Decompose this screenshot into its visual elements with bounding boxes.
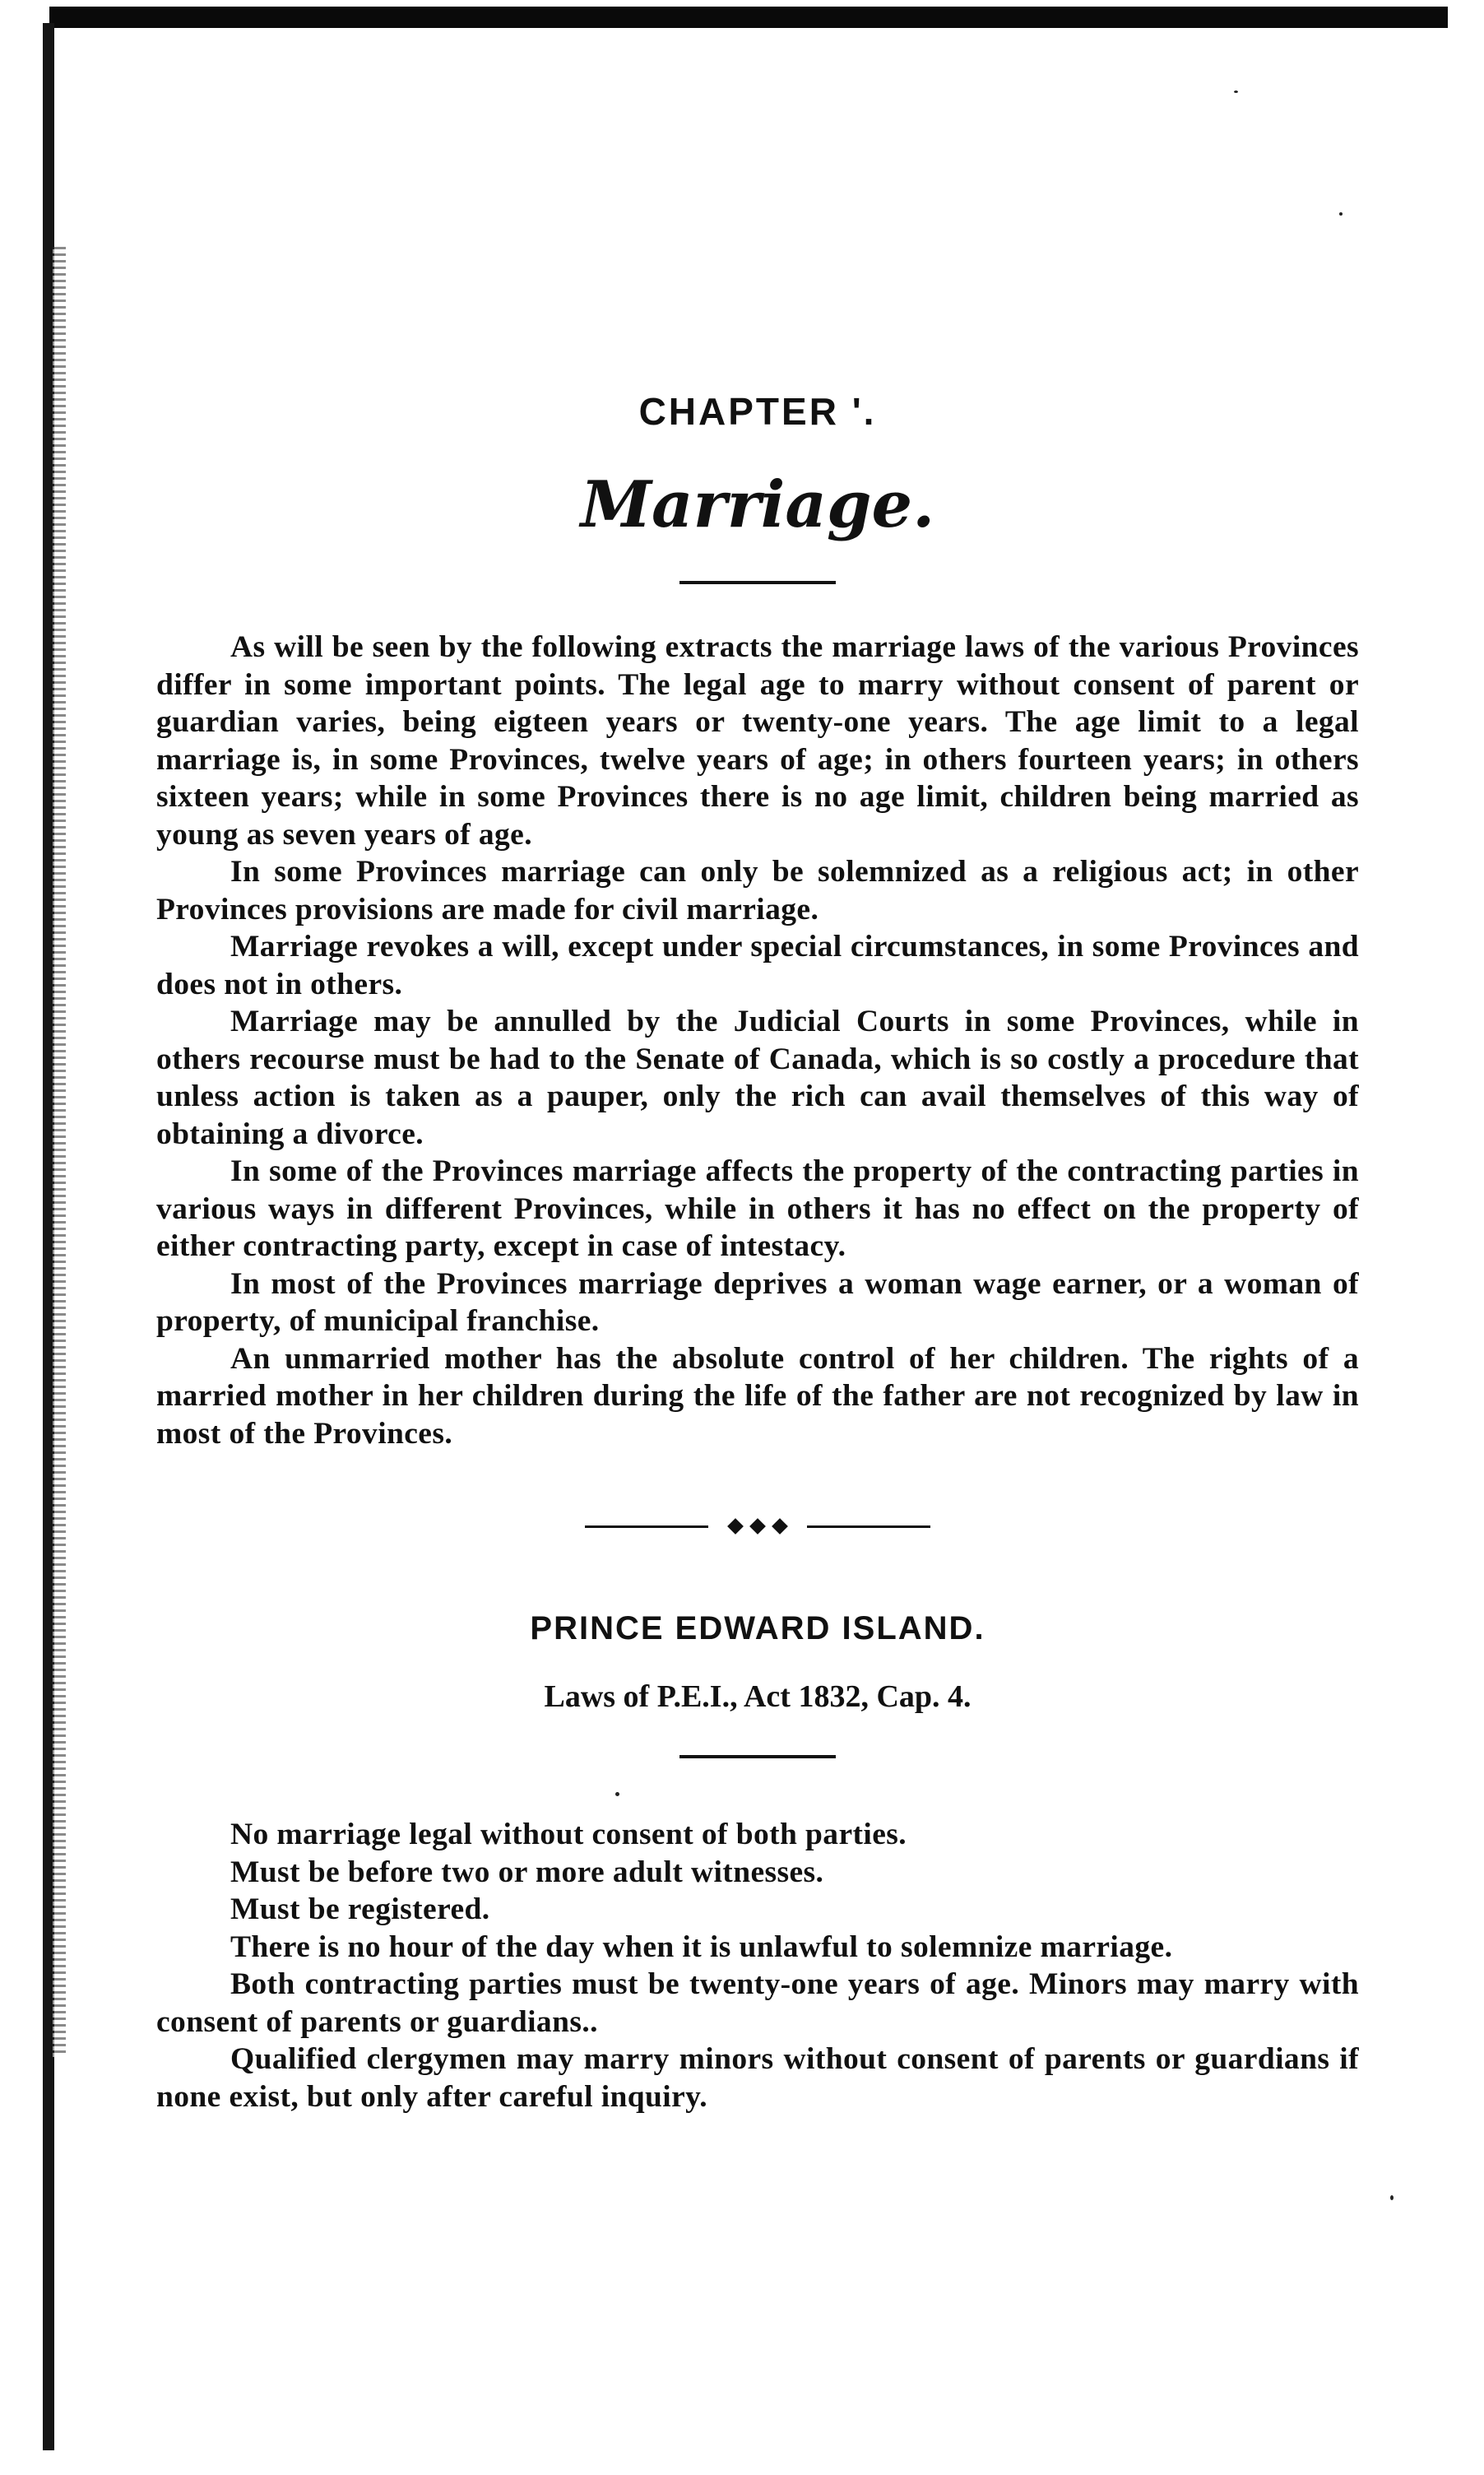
divider-diamond-icon <box>772 1518 788 1535</box>
law-paragraph: Qualified clergymen may marry minors without consent of parents or guardians if none exist, but only after careful inquiry. <box>156 2042 1359 2114</box>
divider-line <box>585 1525 708 1528</box>
intro-section <box>156 629 1359 1452</box>
title-rule <box>679 581 836 584</box>
intro-paragraph: In most of the Provinces marriage deprives a woman wage earner, or a woman of property, of municipal franchise. <box>156 1266 1359 1338</box>
page-edge-shadow <box>53 247 66 2057</box>
section-subheading: Laws of P.E.I., Act 1832, Cap. 4. <box>544 1679 972 1714</box>
divider-line <box>807 1525 930 1528</box>
section-rule <box>679 1755 836 1758</box>
law-paragraph: Must be before two or more adult witnesses. <box>230 1855 824 1889</box>
pei-section <box>156 1816 1359 2115</box>
section-divider-ornament <box>585 1518 930 1535</box>
intro-paragraph: As will be seen by the following extracts the marriage laws of the various Provinces differ in some important points. The legal age to marry without consent of parent or guardian varies, being eigteen years or twenty-one years. The age limit to a legal marriage is, in some Provinces, twelve years of age; in others fourteen years; in others sixteen years; while in some Provinces there is no age limit, children being married as young as seven years of age. <box>156 630 1359 852</box>
section-heading: PRINCE EDWARD ISLAND. <box>530 1610 985 1646</box>
divider-diamond-icon <box>727 1518 744 1535</box>
document-page <box>156 387 1359 2115</box>
law-paragraph: Must be registered. <box>230 1892 490 1926</box>
law-paragraph: There is no hour of the day when it is unlawful to solemnize marriage. <box>230 1929 1173 1964</box>
speck-mark <box>1390 2195 1394 2200</box>
chapter-title: Marriage. <box>580 467 935 542</box>
divider-diamond-icon <box>749 1518 766 1535</box>
chapter-heading: CHAPTER '. <box>638 390 877 433</box>
page-top-border <box>49 7 1448 28</box>
intro-paragraph: An unmarried mother has the absolute control of her children. The rights of a married mother in her children during the life of the father are not recognized by law in most of the Provinces. <box>156 1341 1359 1451</box>
intro-paragraph: Marriage may be annulled by the Judicial Courts in some Provinces, while in others recourse must be had to the Senate of Canada, which is so costly a procedure that unless action is taken as a pauper, only the rich can avail themselves of this way of obtaining a divorce. <box>156 1005 1359 1151</box>
intro-paragraph: Marriage revokes a will, except under special circumstances, in some Provinces and does not in others. <box>156 930 1359 1001</box>
law-paragraph: Both contracting parties must be twenty-one years of age. Minors may marry with consent of parents or guardians.. <box>156 1967 1359 2039</box>
intro-paragraph: In some Provinces marriage can only be solemnized as a religious act; in other Provinces provisions are made for civil marriage. <box>156 855 1359 926</box>
law-paragraph: No marriage legal without consent of both parties. <box>230 1818 907 1851</box>
intro-paragraph: In some of the Provinces marriage affects the property of the contracting parties in various ways in different Provinces, while in others it has no effect on the property of either contracting party, except in case of intestacy. <box>156 1154 1359 1263</box>
speck-mark <box>1339 212 1343 216</box>
speck-mark <box>1234 91 1238 93</box>
